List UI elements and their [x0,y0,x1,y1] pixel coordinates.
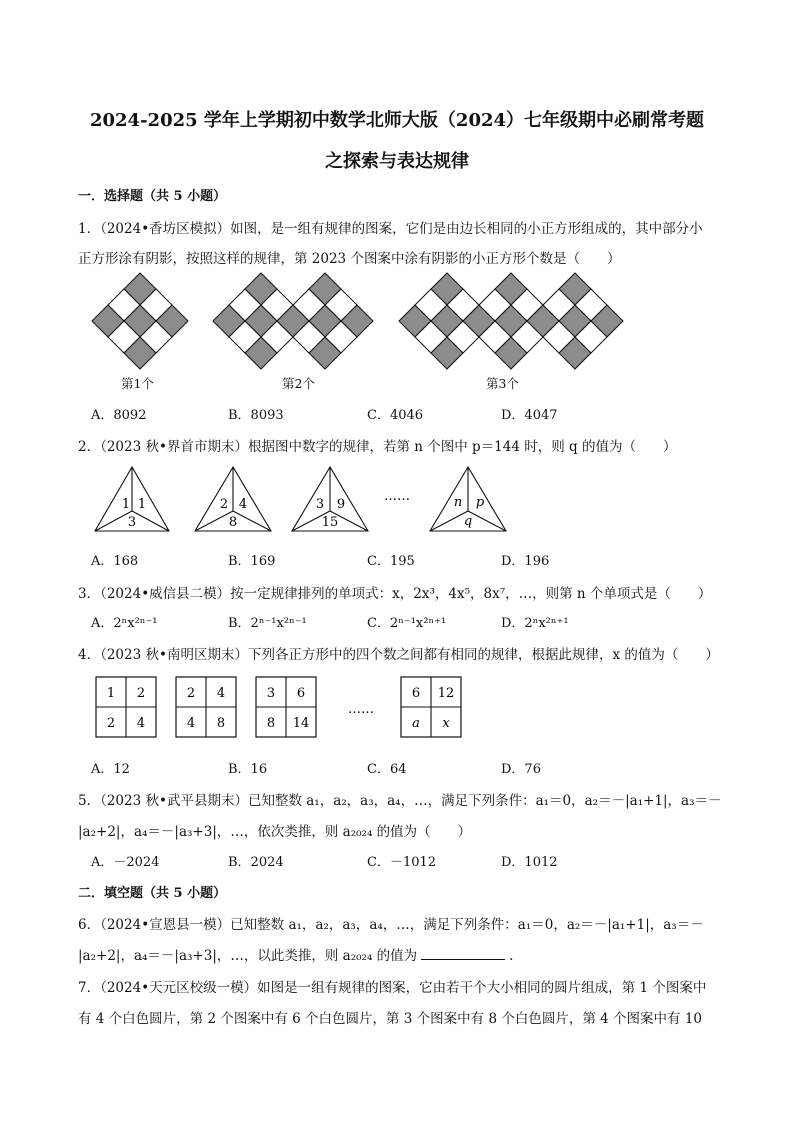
q4-g1-c2: 2 [136,686,146,701]
q1-option-c[interactable]: C．4046 [367,408,424,423]
q5-option-b[interactable]: B．2024 [228,855,284,870]
q6-stem-line1: 6．（2024•宣恩县一模）已知整数 a₁，a₂，a₃，a₄，…，满足下列条件：a₁＝0，a₂＝－|a₁+1|，a₃＝－ [78,917,704,933]
q5-option-a[interactable]: A．－2024 [91,855,160,870]
q2-option-d[interactable]: D．196 [501,554,550,569]
q4-g1-c1: 1 [106,686,116,701]
q1-option-d[interactable]: D．4047 [501,408,558,423]
q2-ellipsis: …… [384,489,410,504]
q2-t1-bottom: 3 [127,515,137,530]
section-heading-fill: 二．填空题（共 5 小题） [78,886,227,901]
q2-tn-bottom: q [463,514,473,529]
q2-option-c[interactable]: C．195 [367,554,415,569]
q1-caption-3: 第3个 [486,376,519,391]
document-title-line2: 之探索与表达规律 [325,151,469,172]
q4-g1-c3: 2 [106,716,116,731]
q2-option-b[interactable]: B．169 [228,554,276,569]
q5-stem-line2: |a₂+2|，a₄＝－|a₃+3|，…，依次类推，则 a₂₀₂₄ 的值为（ ） [78,824,472,840]
q4-g1-c4: 4 [136,716,146,731]
q1-caption-2: 第2个 [282,376,315,391]
q4-grid-2 [176,677,236,737]
q4-g2-c3: 4 [186,716,196,731]
q1-caption-1: 第1个 [121,376,154,391]
q4-g3-c3: 8 [266,716,276,731]
document-title-line1: 2024-2025 学年上学期初中数学北师大版（2024）七年级期中必刷常考题 [89,110,705,131]
q2-tn-left: n [453,495,463,510]
q4-option-c[interactable]: C．64 [367,762,407,777]
q4-stem: 4．（2023 秋•南明区期末）下列各正方形中的四个数之间都有相同的规律，根据此规律，x 的值为（ ） [78,647,719,663]
q1-stem-line2: 正方形涂有阴影，按照这样的规律，第 2023 个图案中涂有阴影的小正方形个数是（ ） [78,251,621,267]
q4-ellipsis: …… [348,702,374,717]
q1-option-b[interactable]: B．8093 [228,408,284,423]
q4-gn-c3: a [412,716,420,731]
q4-grid-1 [96,677,156,737]
q3-option-c[interactable]: C．2ⁿ⁻¹x²ⁿ⁺¹ [367,616,447,631]
q6-stem-line2-end: . [509,948,514,964]
q5-stem-line1: 5．（2023 秋•武平县期末）已知整数 a₁，a₂，a₃，a₄，…，满足下列条件：a₁＝0，a₂＝－|a₁+1|，a₃＝－ [78,793,722,809]
q4-gn-c1: 6 [411,686,421,701]
q5-option-d[interactable]: D．1012 [501,855,558,870]
q4-gn-c2: 12 [437,686,455,701]
q1-option-a[interactable]: A．8092 [91,408,147,423]
q4-option-b[interactable]: B．16 [228,762,268,777]
q2-option-a[interactable]: A．168 [91,554,139,569]
q3-option-a[interactable]: A．2ⁿx²ⁿ⁻¹ [91,616,158,631]
q7-stem-line2: 有 4 个白色圆片，第 2 个图案中有 6 个白色圆片，第 3 个图案中有 8 个白色圆片，第 4 个图案中有 10 [78,1011,702,1027]
q2-t2-bottom: 8 [228,515,238,530]
q6-stem-line2-text: |a₂+2|，a₄＝－|a₃+3|，…，以此类推，则 a₂₀₂₄ 的值为 [78,948,418,964]
q5-option-c[interactable]: C．－1012 [367,855,437,870]
q3-option-b[interactable]: B．2ⁿ⁻¹x²ⁿ⁻¹ [228,616,307,631]
q2-t1-right: 1 [137,497,147,512]
q4-g3-c2: 6 [296,686,306,701]
q4-g2-c4: 8 [216,716,226,731]
q2-t3-bottom: 15 [321,515,339,530]
q4-option-a[interactable]: A．12 [91,762,130,777]
q6-answer-blank[interactable] [421,949,505,960]
q4-g2-c2: 4 [216,686,226,701]
q1-stem-line1: 1．（2024•香坊区模拟）如图，是一组有规律的图案，它们是由边长相同的小正方形组成的，其中部分小 [78,221,703,237]
q3-option-d[interactable]: D．2ⁿx²ⁿ⁺¹ [501,616,569,631]
q4-grid-3 [256,677,316,737]
q4-gn-c4: x [442,716,450,731]
q2-t2-right: 4 [238,497,248,512]
q3-stem: 3．（2024•威信县二模）按一定规律排列的单项式：x，2x³，4x⁵，8x⁷，…，则第 n 个单项式是（ ） [78,586,712,602]
q4-grid-n [401,677,461,737]
q2-t1-left: 1 [121,497,131,512]
q6-stem-line2 [78,944,513,964]
q2-t3-left: 3 [315,497,325,512]
q4-g3-c4: 14 [292,716,310,731]
q4-g3-c1: 3 [266,686,276,701]
q4-g2-c1: 2 [186,686,196,701]
q4-option-d[interactable]: D．76 [501,762,541,777]
q2-t2-left: 2 [219,497,229,512]
q2-stem: 2．（2023 秋•界首市期末）根据图中数字的规律，若第 n 个图中 p＝144 时，则 q 的值为（ ） [78,439,677,455]
section-heading-choice: 一．选择题（共 5 小题） [78,189,227,204]
q2-tn-right: p [475,495,485,510]
q7-stem-line1: 7．（2024•天元区校级一模）如图是一组有规律的图案，它由若干个大小相同的圆片组成，第 1 个图案中 [78,980,707,996]
q2-t3-right: 9 [336,497,346,512]
